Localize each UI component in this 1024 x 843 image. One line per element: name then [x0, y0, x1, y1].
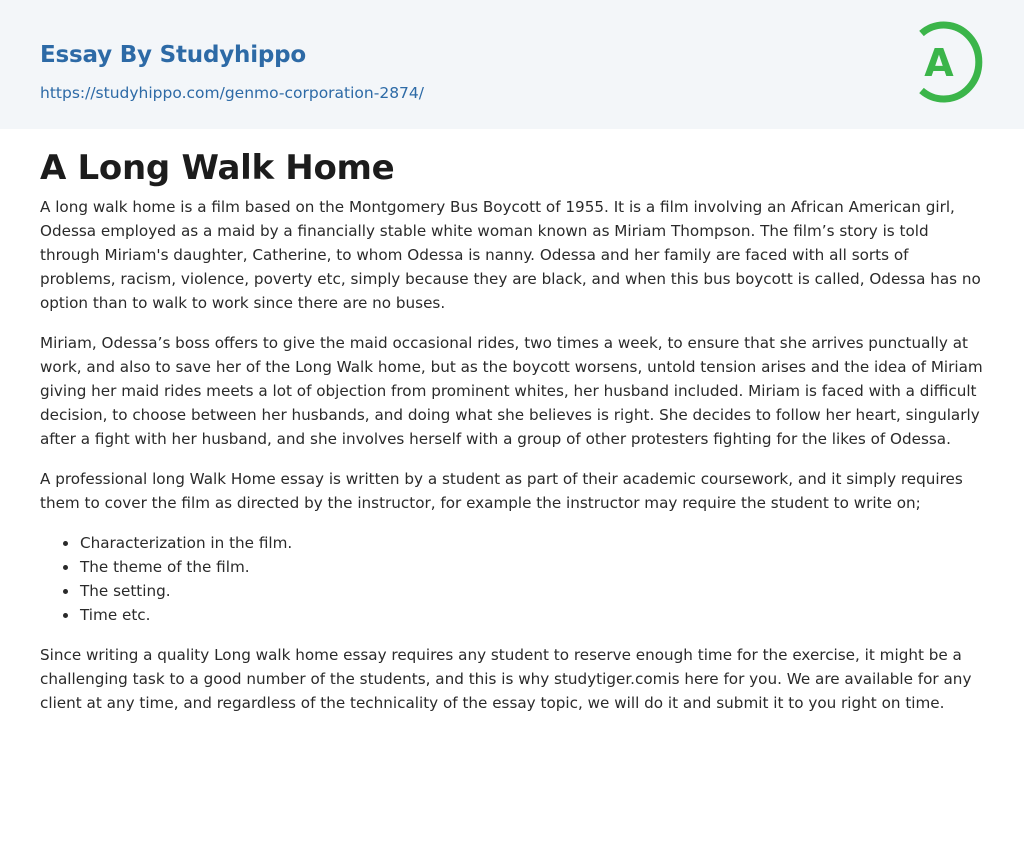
article-paragraph: Since writing a quality Long walk home essay requires any student to reserve enough time for the exercise, it might be a challenging task to a good number of the students, and this is why studytiger.comis here for you. We are available for any client at any time, and regardless of the technicality of the essay topic, we will do it and submit it to you right on time.: [40, 646, 972, 712]
article: [40, 147, 986, 731]
list-item: [40, 579, 986, 603]
list-item-text: Characterization in the film.: [80, 534, 293, 552]
list-item-text: The setting.: [80, 582, 171, 600]
svg-text:A: A: [924, 41, 954, 85]
source-link[interactable]: https://studyhippo.com/genmo-corporation-2874/: [40, 84, 425, 102]
studyhippo-logo-icon: [911, 20, 985, 104]
bullet-icon: [63, 613, 68, 618]
page-header: [0, 0, 1024, 129]
article-paragraph: A professional long Walk Home essay is written by a student as part of their academic coursework, and it simply requires them to cover the film as directed by the instructor, for example the instructor may require the student to write on;: [40, 470, 963, 512]
list-item: [40, 531, 986, 555]
article-title: A Long Walk Home: [40, 148, 395, 188]
bullet-icon: [63, 589, 68, 594]
list-item-text: The theme of the film.: [80, 558, 250, 576]
topic-list: [40, 531, 986, 627]
bullet-icon: [63, 541, 68, 546]
bullet-icon: [63, 565, 68, 570]
article-paragraph: Miriam, Odessa’s boss offers to give the maid occasional rides, two times a week, to ensure that she arrives punctually at work, and also to save her of the Long Walk home, but as the boycott worsens, untold tension arises and the idea of Miriam giving her maid rides meets a lot of objection from prominent whites, her husband included. Miriam is faced with a difficult decision, to choose between her husbands, and doing what she believes is right. She decides to follow her heart, singularly after a fight with her husband, and she involves herself with a group of other protesters fighting for the likes of Odessa.: [40, 334, 983, 448]
list-item: [40, 555, 986, 579]
brand-title: Essay By Studyhippo: [40, 42, 307, 68]
list-item: [40, 603, 986, 627]
list-item-text: Time etc.: [80, 606, 151, 624]
article-paragraph: A long walk home is a film based on the Montgomery Bus Boycott of 1955. It is a film involving an African American girl, Odessa employed as a maid by a financially stable white woman known as Miriam Thompson. The film’s story is told through Miriam's daughter, Catherine, to whom Odessa is nanny. Odessa and her family are faced with all sorts of problems, racism, violence, poverty etc, simply because they are black, and when this bus boycott is called, Odessa has no option than to walk to work since there are no buses.: [40, 198, 981, 312]
